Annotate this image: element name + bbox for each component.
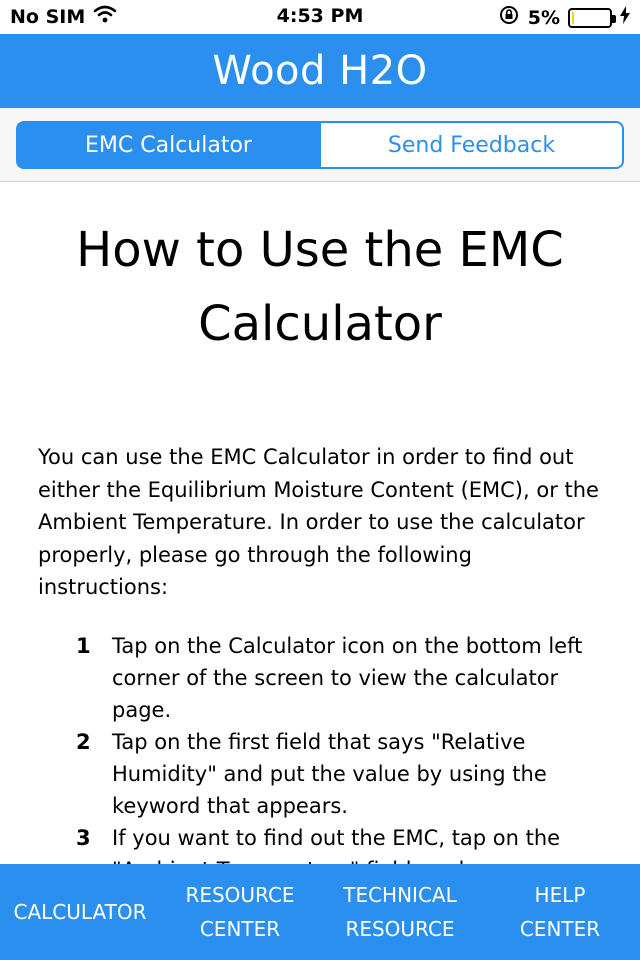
segment-bar: [0, 108, 640, 182]
step-text: If you want to find out the EMC, tap on the: [112, 825, 561, 850]
segment-emc-calculator[interactable]: EMC Calculator: [18, 123, 319, 167]
step-text: Tap on the Calculator icon on the bottom left corner of the screen to view the calculator page.: [112, 633, 583, 722]
app-title: Wood H2O: [212, 48, 428, 94]
tab-label-line2: CENTER: [199, 917, 281, 941]
intro-paragraph: You can use the EMC Calculator in order to find out either the Equilibrium Moisture Content (EMC), or the Ambient Temperature. In order to use the calculator properly, please go through the following instructions:: [38, 445, 599, 599]
tab-label-line2: CENTER: [519, 917, 601, 941]
tab-resource-center[interactable]: [160, 864, 320, 960]
status-bar: [0, 0, 640, 34]
orientation-lock-icon: [498, 5, 520, 30]
tab-label-line2: RESOURCE: [345, 917, 455, 941]
status-time: 4:53 PM: [276, 5, 364, 27]
battery-percent: 5%: [527, 6, 560, 29]
battery-fill: [572, 12, 574, 24]
step-text: Tap on the first field that says "Relative Humidity" and put the value by using the keyword that appears.: [112, 729, 547, 818]
charging-bolt-icon: [620, 6, 630, 29]
tab-label-line1: RESOURCE: [185, 883, 295, 907]
tab-help-center[interactable]: [480, 864, 640, 960]
tab-label-line1: CALCULATOR: [13, 900, 147, 924]
status-right: [498, 5, 630, 30]
battery-icon: [568, 8, 612, 28]
segment-send-feedback[interactable]: Send Feedback: [319, 123, 622, 167]
segmented-control: [16, 121, 624, 169]
nav-header: [0, 34, 640, 108]
page-title: How to Use the EMC Calculator: [76, 222, 564, 352]
list-item: [76, 726, 610, 822]
step-number: 3: [76, 825, 91, 850]
list-item: [76, 630, 610, 726]
tab-calculator[interactable]: [0, 864, 160, 960]
tab-label-line1: TECHNICAL: [343, 883, 457, 907]
step-number: 1: [76, 633, 91, 658]
step-number: 2: [76, 729, 91, 754]
tab-label-line1: HELP: [534, 883, 586, 907]
battery-nub: [612, 15, 616, 23]
bottom-tab-bar: [0, 864, 640, 960]
tab-technical-resource[interactable]: [320, 864, 480, 960]
carrier-label: No SIM: [10, 5, 86, 28]
content-area[interactable]: [0, 183, 640, 864]
instruction-steps: [76, 630, 610, 886]
